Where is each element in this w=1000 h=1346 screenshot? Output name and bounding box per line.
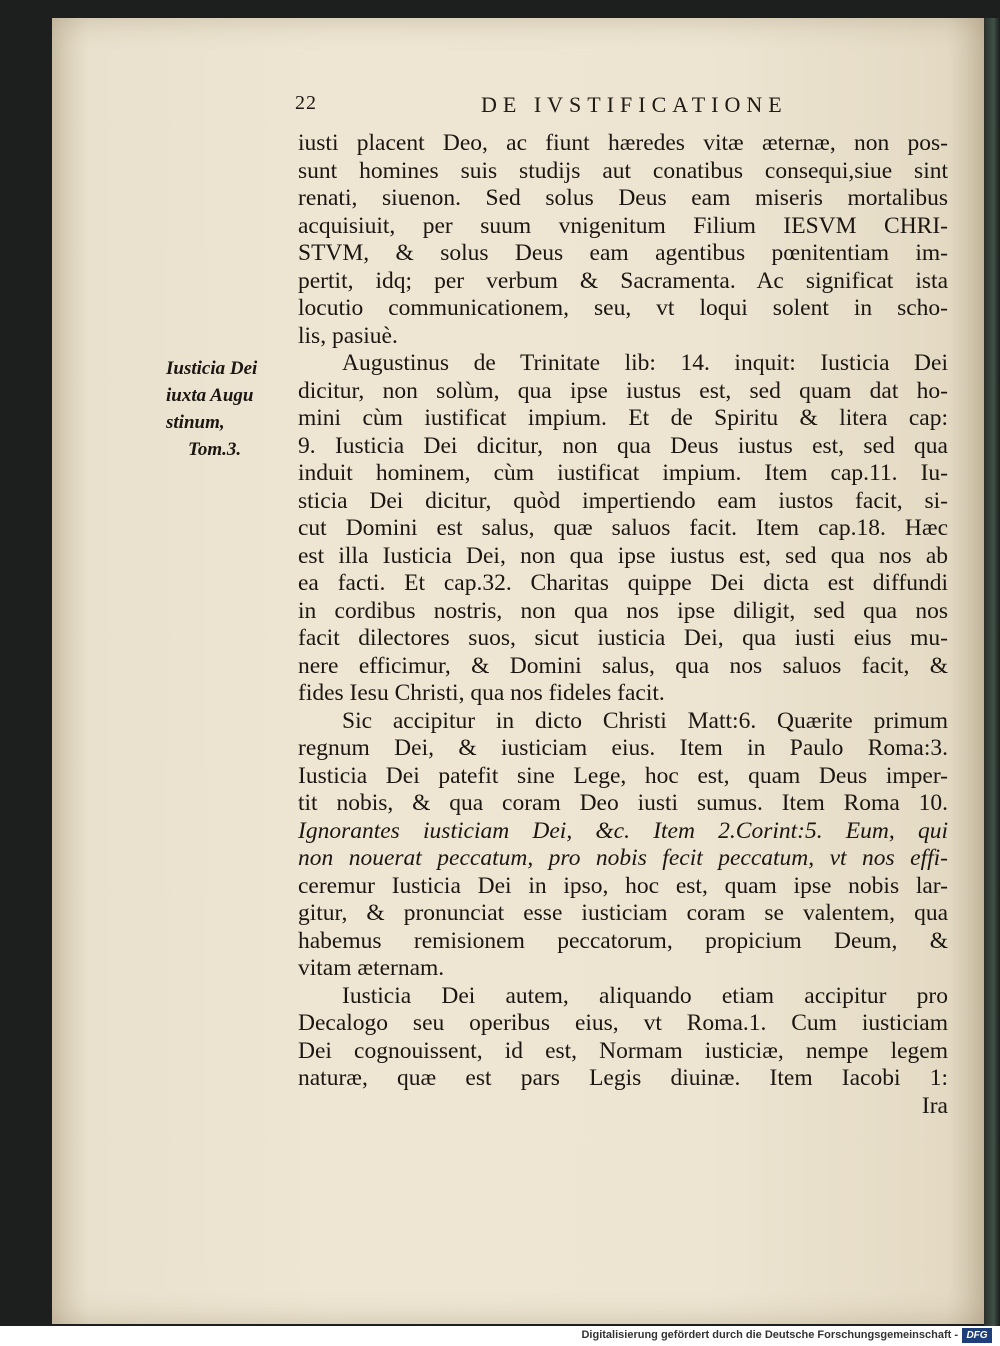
text-line: ea facti. Et cap.32. Charitas quippe Dei dicta est diffundi [298, 570, 948, 596]
catchword: Ira [921, 1092, 948, 1119]
text-line: renati, siuenon. Sed solus Deus eam miseris mortalibus [298, 185, 948, 211]
margin-note-line: Iusticia Dei [166, 358, 258, 379]
book-edge [984, 18, 1000, 1326]
margin-note-line: iuxta Augu [166, 385, 254, 406]
text-line: Decalogo seu operibus eius, vt Roma.1. Cum iusticiam [298, 1010, 948, 1036]
text-line: est illa Iusticia Dei, non qua ipse iustus est, sed qua nos ab [298, 542, 948, 569]
text-line: Dei cognouissent, id est, Normam iusticiæ, nempe legem [298, 1037, 948, 1064]
text-line: 9. Iusticia Dei dicitur, non qua Deus iustus est, sed qua [298, 432, 948, 459]
margin-note-line: stinum, [166, 412, 225, 433]
text-line: tit nobis, & qua coram Deo iusti sumus. Item Roma 10. [298, 790, 948, 816]
footer-bar [0, 1326, 1000, 1346]
page-header [295, 92, 945, 126]
text-line: fides Iesu Christi, qua nos fideles facit. [298, 680, 665, 706]
text-line: Ignorantes iusticiam Dei, &c. Item 2.Corint:5. Eum, qui [298, 817, 948, 844]
text-line: STVM, & solus Deus eam agentibus pœnitentiam im- [298, 240, 948, 266]
text-line: lis, pasiuè. [298, 322, 398, 349]
text-line: facit dilectores suos, sicut iusticia Dei, qua iusti eius mu- [298, 625, 948, 651]
text-line: locutio communicationem, seu, vt loqui solent in scho- [298, 295, 948, 321]
text-line: mini cùm iustificat impium. Et de Spiritu & litera cap: [298, 405, 948, 431]
dfg-logo: DFG [962, 1328, 992, 1343]
text-line: naturæ, quæ est pars Legis diuinæ. Item Iacobi 1: [298, 1065, 948, 1091]
text-line: cut Domini est salus, quæ saluos facit. Item cap.18. Hæc [298, 515, 948, 541]
text-line: sunt homines suis studijs aut conatibus consequi,siue sint [298, 157, 948, 184]
text-line: non nouerat peccatum, pro nobis fecit peccatum, vt nos effi- [298, 845, 948, 871]
text-line: Sic accipitur in dicto Christi Matt:6. Quærite primum [342, 707, 948, 734]
body-text [298, 130, 948, 1120]
text-line: acquisiuit, per suum vnigenitum Filium IESVM CHRI- [298, 212, 948, 239]
page-number: 22 [295, 92, 317, 114]
text-line: Iusticia Dei patefit sine Lege, hoc est, quam Deus imper- [298, 762, 948, 789]
text-line: dicitur, non solùm, qua ipse iustus est, sed quam dat ho- [298, 377, 948, 404]
text-line: habemus remisionem peccatorum, propicium Deum, & [298, 927, 948, 954]
text-line: Iusticia Dei autem, aliquando etiam accipitur pro [342, 982, 948, 1009]
text-line: Augustinus de Trinitate lib: 14. inquit: Iusticia Dei [342, 350, 948, 376]
text-line: in cordibus nostris, non qua nos ipse diligit, sed qua nos [298, 597, 948, 624]
footer-credit: Digitalisierung gefördert durch die Deutsche Forschungsgemeinschaft - [581, 1329, 958, 1341]
text-line: pertit, idq; per verbum & Sacramenta. Ac significat ista [298, 267, 948, 294]
text-line: nere efficimur, & Domini salus, qua nos saluos facit, & [298, 652, 948, 679]
text-line: vitam æternam. [298, 955, 445, 981]
text-line: ceremur Iusticia Dei in ipso, hoc est, quam ipse nobis lar- [298, 872, 948, 899]
running-head: DE IVSTIFICATIONE [481, 92, 788, 117]
margin-note [166, 355, 296, 463]
text-line: gitur, & pronunciat esse iusticiam coram se valentem, qua [298, 900, 948, 926]
text-line: induit hominem, cùm iustificat impium. Item cap.11. Iu- [298, 460, 948, 486]
text-line: iusti placent Deo, ac fiunt hæredes vitæ æternæ, non pos- [298, 130, 948, 156]
text-line: sticia Dei dicitur, quòd impertiendo eam iustos facit, si- [298, 487, 948, 514]
text-line: regnum Dei, & iusticiam eius. Item in Paulo Roma:3. [298, 735, 948, 761]
margin-note-line: Tom.3. [188, 439, 242, 460]
